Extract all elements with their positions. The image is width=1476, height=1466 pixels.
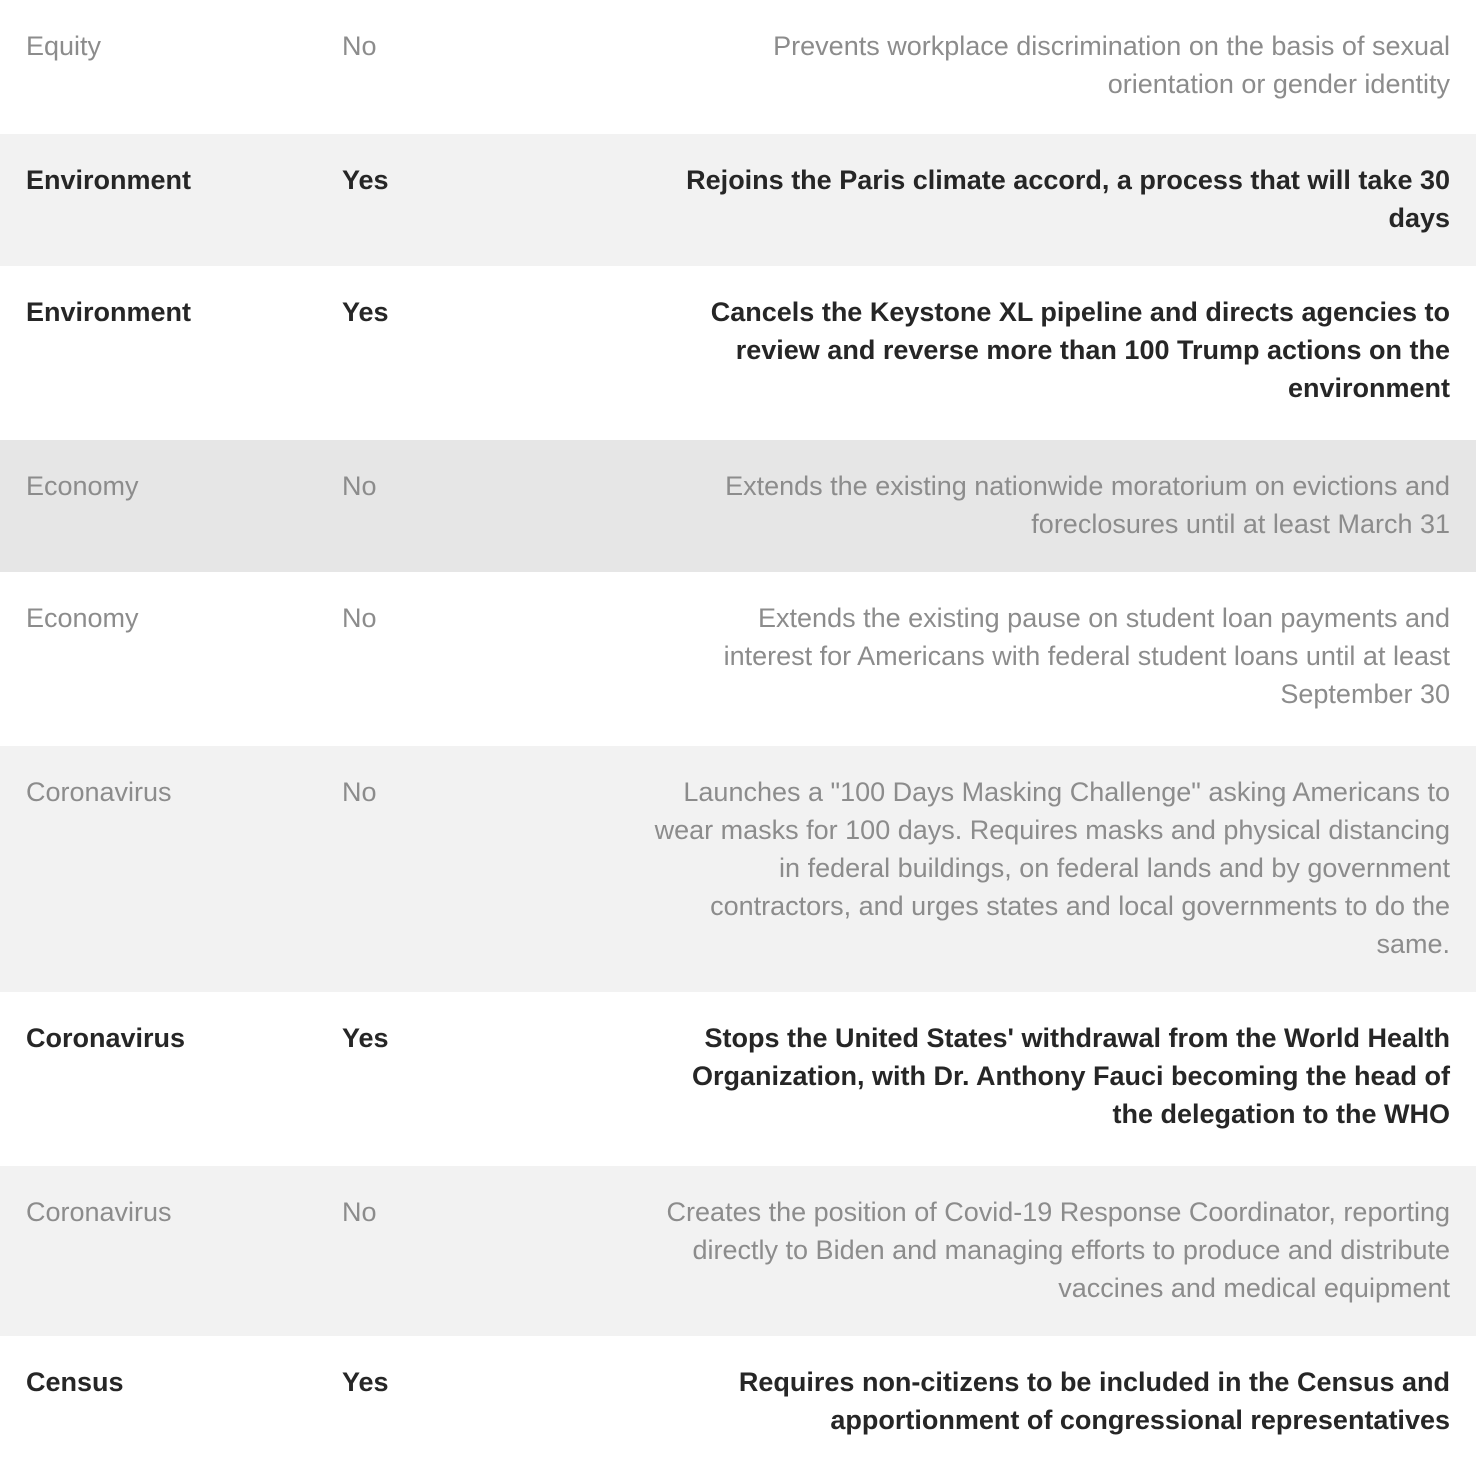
description-cell: Launches a "100 Days Masking Challenge" asking Americans to wear masks for 100 days. Requires masks and physical distancing in federal buildings, on federal lands and by government contractors, and urges states and local governments to do the same. — [654, 777, 1450, 959]
category-cell: Economy — [26, 603, 139, 633]
category-cell: Coronavirus — [26, 1197, 172, 1227]
answer-cell: Yes — [342, 165, 389, 195]
category-cell: Environment — [26, 165, 192, 195]
description-cell: Extends the existing nationwide moratorium on evictions and foreclosures until at least March 31 — [725, 471, 1450, 539]
description-cell: Requires non-citizens to be included in the Census and apportionment of congressional representatives — [738, 1367, 1450, 1435]
category-cell: Environment — [26, 297, 192, 327]
table-row — [0, 440, 1476, 572]
table-row — [0, 1166, 1476, 1336]
table-row — [0, 0, 1476, 134]
table-row — [0, 746, 1476, 992]
description-cell: Prevents workplace discrimination on the basis of sexual orientation or gender identity — [773, 31, 1450, 99]
description-cell: Extends the existing pause on student loan payments and interest for Americans with federal student loans until at least September 30 — [723, 603, 1450, 709]
description-cell: Stops the United States' withdrawal from the World Health Organization, with Dr. Anthony Fauci becoming the head of the delegation to the WHO — [691, 1023, 1450, 1129]
category-cell: Coronavirus — [26, 777, 172, 807]
description-cell: Creates the position of Covid-19 Response Coordinator, reporting directly to Biden and managing efforts to produce and distribute vaccines and medical equipment — [666, 1197, 1450, 1303]
answer-cell: Yes — [342, 297, 389, 327]
table-row — [0, 992, 1476, 1166]
answer-cell: No — [342, 1197, 377, 1227]
answer-cell: No — [342, 471, 377, 501]
category-cell: Equity — [26, 31, 102, 61]
table-row — [0, 572, 1476, 746]
description-cell: Rejoins the Paris climate accord, a process that will take 30 days — [686, 165, 1450, 233]
category-cell: Coronavirus — [26, 1023, 186, 1053]
table-row — [0, 134, 1476, 266]
table-row — [0, 1336, 1476, 1466]
answer-cell: No — [342, 777, 377, 807]
description-cell: Cancels the Keystone XL pipeline and directs agencies to review and reverse more than 100 Trump actions on the environment — [710, 297, 1450, 403]
answer-cell: Yes — [342, 1367, 389, 1397]
category-cell: Census — [26, 1367, 124, 1397]
category-cell: Economy — [26, 471, 139, 501]
answer-cell: Yes — [342, 1023, 389, 1053]
answer-cell: No — [342, 31, 377, 61]
table-row — [0, 266, 1476, 440]
answer-cell: No — [342, 603, 377, 633]
